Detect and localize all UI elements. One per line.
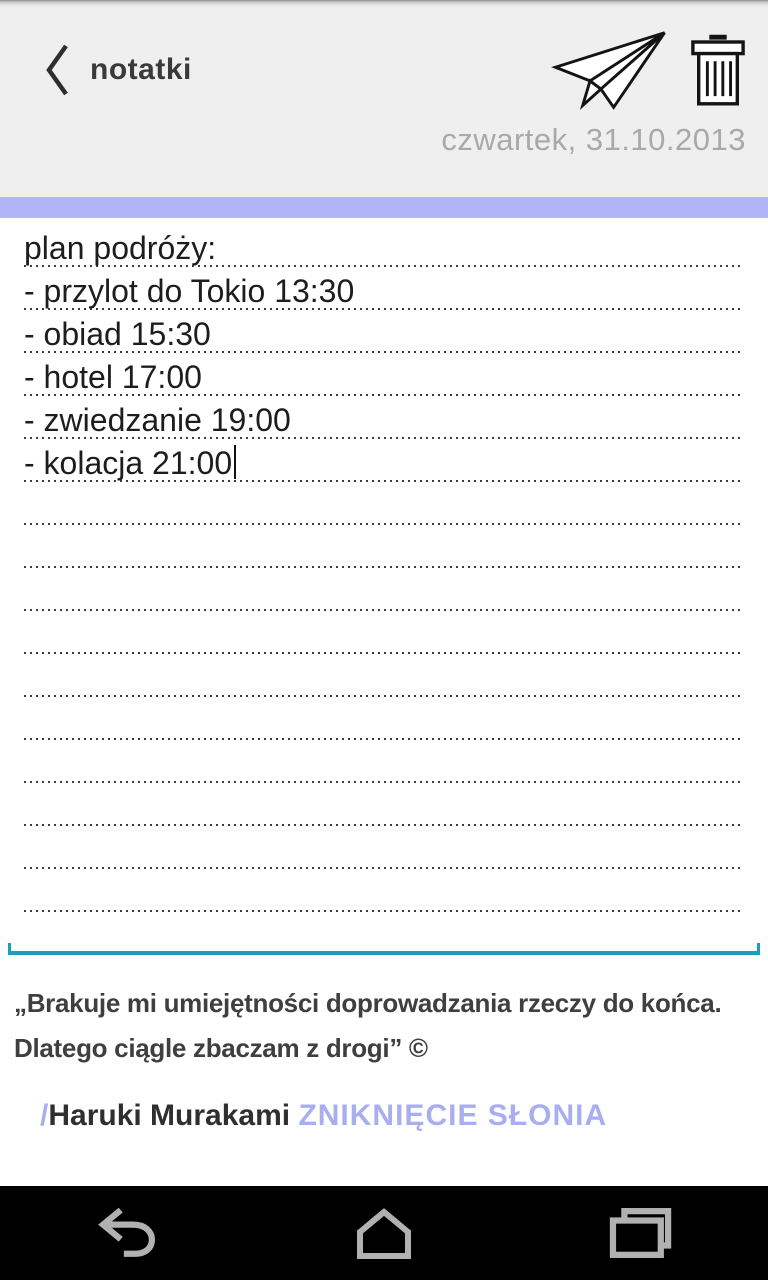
nav-home-button[interactable]	[256, 1186, 512, 1280]
attribution-book-title[interactable]: ZNIKNIĘCIE SŁONIA	[298, 1099, 608, 1132]
nav-recents-icon	[607, 1207, 673, 1259]
trash-icon	[690, 33, 746, 107]
note-date: czwartek, 31.10.2013	[441, 122, 746, 157]
note-line	[24, 482, 744, 525]
nav-back-icon	[95, 1207, 161, 1259]
note-line	[24, 439, 744, 482]
note-line-text: - zwiedzanie 19:00	[24, 402, 291, 438]
delete-button[interactable]	[690, 33, 746, 107]
note-line	[24, 396, 744, 439]
text-cursor	[234, 445, 236, 479]
note-line	[24, 310, 744, 353]
nav-home-icon	[351, 1207, 417, 1259]
attribution-author: Haruki Murakami	[48, 1099, 299, 1132]
chevron-left-icon	[44, 43, 70, 97]
note-line-text: - obiad 15:30	[24, 316, 211, 352]
note-line	[24, 611, 744, 654]
paper-plane-icon	[550, 30, 670, 110]
header-top-row	[0, 0, 768, 110]
note-line	[24, 654, 744, 697]
note-line	[24, 525, 744, 568]
note-line	[24, 218, 744, 267]
note-line-text: plan podróży:	[24, 230, 217, 266]
note-line	[24, 826, 744, 869]
nav-recents-button[interactable]	[512, 1186, 768, 1280]
footer	[0, 955, 768, 1186]
header	[0, 0, 768, 197]
note-line	[24, 267, 744, 310]
header-actions	[550, 30, 746, 110]
edittext-focus-underline	[8, 943, 760, 955]
attribution-slash: /	[40, 1099, 49, 1132]
accent-bar	[0, 197, 768, 218]
note-editor[interactable]	[0, 218, 768, 955]
quote-attribution	[14, 1099, 752, 1133]
send-button[interactable]	[550, 30, 670, 110]
note-line	[24, 783, 744, 826]
note-line-text: - przylot do Tokio 13:30	[24, 273, 355, 309]
note-line	[24, 869, 744, 912]
nav-back-button[interactable]	[0, 1186, 256, 1280]
note-line	[24, 353, 744, 396]
note-line	[24, 697, 744, 740]
note-line-text: - kolacja 21:00	[24, 445, 233, 481]
note-line	[24, 568, 744, 611]
android-navbar	[0, 1186, 768, 1280]
quote-text-line-1: „Brakuje mi umiejętności doprowadzania rzeczy do końca.	[14, 988, 722, 1018]
note-line	[24, 740, 744, 783]
quote-text-line-2: Dlatego ciągle zbaczam z drogi” ©	[14, 1033, 428, 1063]
note-line-text: - hotel 17:00	[24, 359, 202, 395]
page-title: notatki	[90, 53, 192, 86]
back-button[interactable]	[44, 43, 192, 97]
